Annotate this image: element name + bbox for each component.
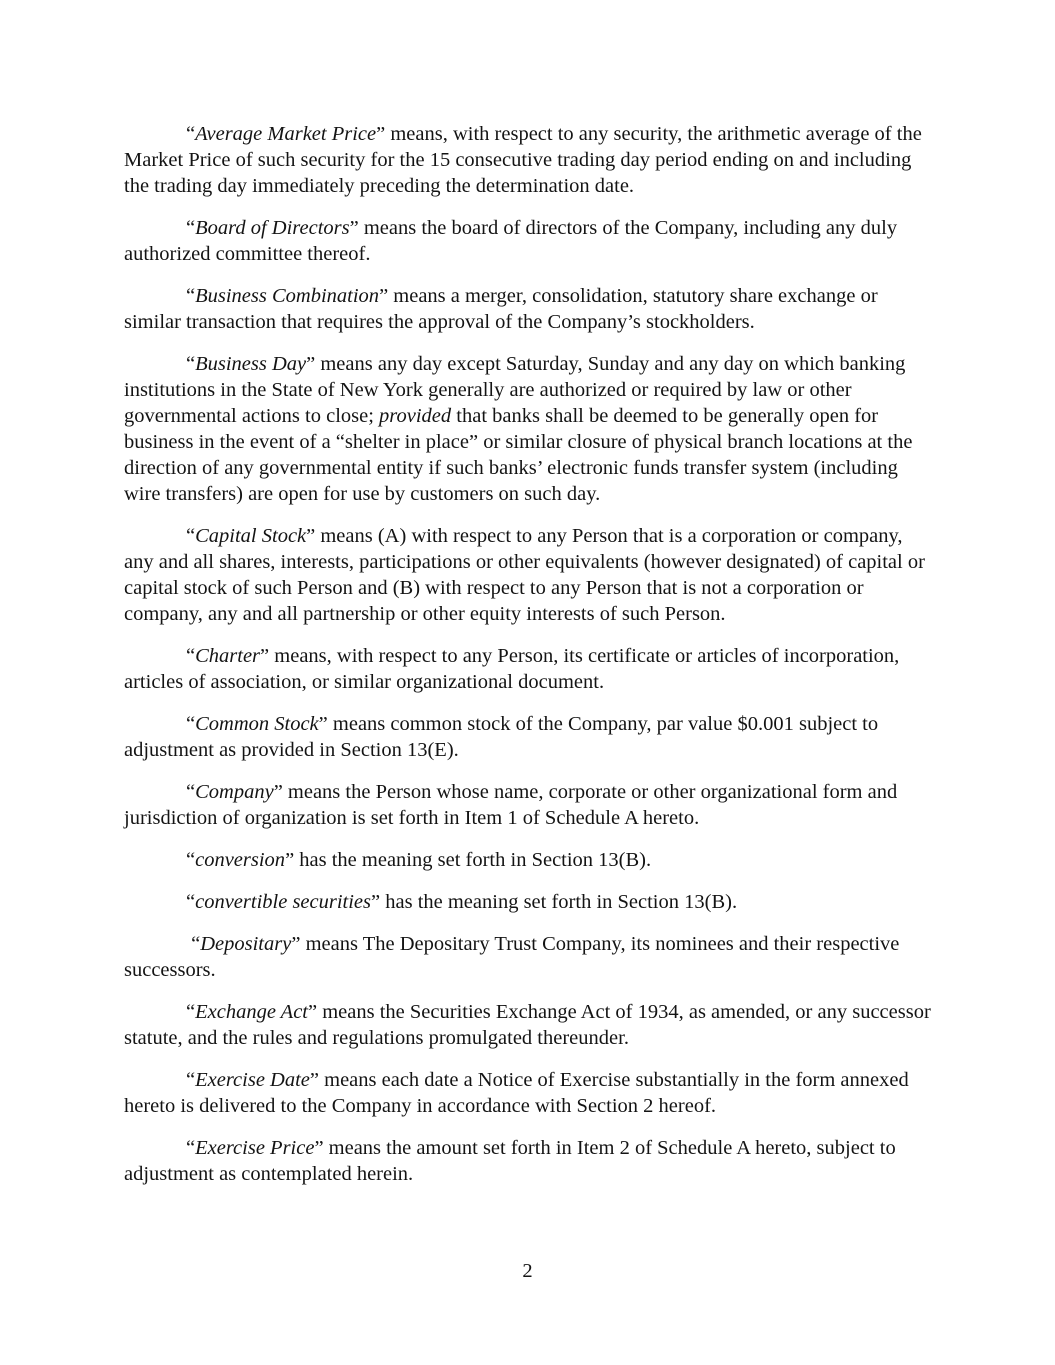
defined-term: Average Market Price (195, 123, 377, 145)
defined-term: Charter (195, 645, 261, 667)
definition-paragraph (124, 643, 934, 695)
definition-text: ” means, with respect to any security, the arithmetic average of the Market Price of such security for the 15 consecutive trading day period ending on and including the trading day immediately preceding the determination date. (124, 123, 927, 197)
defined-term: Business Day (195, 353, 307, 375)
definition-paragraph (124, 889, 934, 915)
definition-paragraph (124, 215, 934, 267)
definition-text: “ (186, 217, 196, 239)
definition-text: ” means the amount set forth in Item 2 of Schedule A hereto, subject to adjustment as contemplated herein. (124, 1137, 901, 1185)
defined-term: Company (195, 781, 274, 803)
defined-term: Business Combination (195, 285, 380, 307)
defined-term: Exercise Date (195, 1069, 310, 1091)
definition-text: “ (186, 1001, 196, 1023)
definition-text: ” means a merger, consolidation, statutory share exchange or similar transaction that requires the approval of the Company’s stockholders. (124, 285, 883, 333)
definition-text: “ (186, 891, 196, 913)
definition-text: “ (186, 713, 196, 735)
definition-text: “ (186, 645, 196, 667)
defined-term: Common Stock (195, 713, 319, 735)
definition-text: ” means (A) with respect to any Person that is a corporation or company, any and all shares, interests, participations or other equivalents (however designated) of capital or capital stock of such Person and (B) with respect to any Person that is not a corporation or company, any and all partnership or other equity interests of such Person. (124, 525, 931, 625)
definition-text: “ (186, 1137, 196, 1159)
definition-paragraph (124, 351, 934, 507)
definition-text: ” means common stock of the Company, par value $0.001 subject to adjustment as provided in Section 13(E). (124, 713, 884, 761)
definition-paragraph (124, 999, 934, 1051)
definition-text: “ (186, 781, 196, 803)
definition-paragraph (124, 523, 934, 627)
definition-text: “ (186, 525, 196, 547)
definition-paragraph (124, 283, 934, 335)
definition-paragraph (124, 711, 934, 763)
definition-text: ” means each date a Notice of Exercise substantially in the form annexed hereto is delivered to the Company in accordance with Section 2 hereof. (124, 1069, 914, 1117)
defined-term: Capital Stock (195, 525, 307, 547)
definition-paragraph (124, 1067, 934, 1119)
definition-text: ” has the meaning set forth in Section 13(B). (285, 849, 652, 871)
defined-term: convertible securities (195, 891, 372, 913)
page-number: 2 (522, 1260, 533, 1282)
defined-term: Exercise Price (195, 1137, 315, 1159)
definition-text: “ (186, 123, 196, 145)
defined-term: conversion (195, 849, 286, 871)
definition-paragraph (124, 847, 934, 873)
defined-term: Exchange Act (195, 1001, 308, 1023)
defined-term: Depositary (200, 933, 292, 955)
definition-text: ” means the Securities Exchange Act of 1934, as amended, or any successor statute, and the rules and regulations promulgated thereunder. (124, 1001, 936, 1049)
definition-text: ” has the meaning set forth in Section 13(B). (371, 891, 738, 913)
definition-text: ” means any day except Saturday, Sunday and any day on which banking institutions in the State of New York generally are authorized or required by law or other governmental actions to close; (124, 353, 911, 427)
definition-text: “ (186, 353, 196, 375)
document-body (124, 121, 934, 1203)
definition-text: ” means the board of directors of the Company, including any duly authorized committee thereof. (124, 217, 903, 265)
definition-paragraph (124, 779, 934, 831)
definition-paragraph (124, 121, 934, 199)
definition-text: that banks shall be deemed to be generally open for business in the event of a “shelter in place” or similar closure of physical branch locations at the direction of any governmental entity if such banks’ electronic funds transfer system (including wire transfers) are open for use by customers on such day. (124, 405, 918, 505)
definition-text: ” means the Person whose name, corporate or other organizational form and jurisdiction of organization is set forth in Item 1 of Schedule A hereto. (124, 781, 903, 829)
definition-text: “ (186, 285, 196, 307)
definition-text: “ (186, 849, 196, 871)
definition-text: ” means, with respect to any Person, its certificate or articles of incorporation, articles of association, or similar organizational document. (124, 645, 905, 693)
defined-term: provided (379, 405, 452, 427)
definition-text: “ (186, 1069, 196, 1091)
definition-text: “ (186, 933, 201, 955)
definition-paragraph (124, 931, 934, 983)
defined-term: Board of Directors (195, 217, 350, 239)
definition-text: ” means The Depositary Trust Company, its nominees and their respective successors. (124, 933, 905, 981)
definition-paragraph (124, 1135, 934, 1187)
